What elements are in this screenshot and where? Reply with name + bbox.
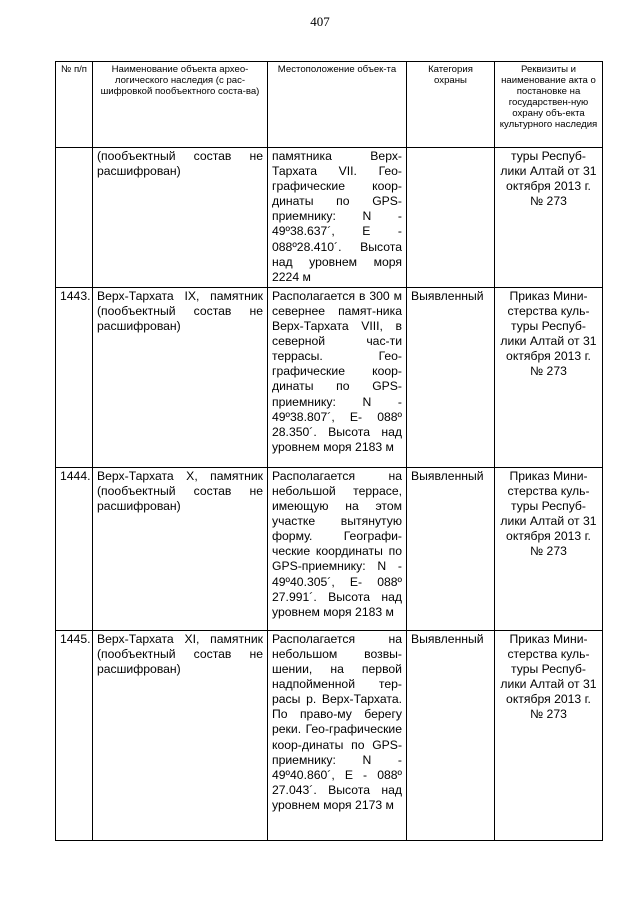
row-object-name: (пообъектный состав не расшифрован) (93, 148, 268, 288)
row-requisites: Приказ Мини-стерства куль-туры Респуб-лики Алтай от 31 октября 2013 г. № 273 (495, 467, 603, 630)
row-location: Располагается в 300 м севернее памят-ника Верх-Тархата VIII, в северной час-ти террасы. Гео-графические коор-динаты по GPS-приемнику: N - 49º38.807´, Е- 088º 28.350´. Высота над уровнем моря 2183 м (268, 287, 407, 467)
header-requisites: Реквизиты и наименование акта о постановке на государствен-ную охрану объ-екта культурного наследия (495, 62, 603, 148)
row-location: памятника Верх-Тархата VII. Гео-графические коор-динаты по GPS-приемнику: N - 49º38.637´, Е - 088º28.410´. Высота над уровнем моря 2224 м (268, 148, 407, 288)
row-requisites: Приказ Мини-стерства куль-туры Респуб-лики Алтай от 31 октября 2013 г. № 273 (495, 287, 603, 467)
row-requisites: туры Респуб-лики Алтай от 31 октября 2013 г. № 273 (495, 148, 603, 288)
heritage-registry-table (55, 61, 603, 841)
table-row (56, 287, 603, 467)
row-category: Выявленный (407, 630, 495, 840)
row-num (56, 148, 93, 288)
row-object-name: Верх-Тархата IX, памятник (пообъектный состав не расшифрован) (93, 287, 268, 467)
row-category: Выявленный (407, 287, 495, 467)
header-object-name: Наименование объекта архео-логического наследия (с рас-шифровкой пообъектного соста-ва) (93, 62, 268, 148)
table-row (56, 148, 603, 288)
row-category: Выявленный (407, 467, 495, 630)
page-number: 407 (310, 14, 330, 29)
table-row (56, 467, 603, 630)
row-object-name: Верх-Тархата XI, памятник (пообъектный состав не расшифрован) (93, 630, 268, 840)
row-location: Располагается на небольшом возвы-шении, на первой надпойменной тер-расы р. Верх-Тархата. По право-му берегу реки. Гео-графические коор-динаты по GPS-приемнику: N - 49º40.860´, Е - 088º 27.043´. Высота над уровнем моря 2173 м (268, 630, 407, 840)
header-num: № п/п (56, 62, 93, 148)
table-row (56, 630, 603, 840)
row-location: Располагается на небольшой террасе, имеющую на этом участке вытянутую форму. Географи-ческие координаты по GPS-приемнику: N - 49º40.305´, Е- 088º 27.991´. Высота над уровнем моря 2183 м (268, 467, 407, 630)
table-header-row (56, 62, 603, 148)
row-num: 1443. (56, 287, 93, 467)
row-category (407, 148, 495, 288)
header-protection-category: Категория охраны (407, 62, 495, 148)
row-object-name: Верх-Тархата X, памятник (пообъектный состав не расшифрован) (93, 467, 268, 630)
row-requisites: Приказ Мини-стерства куль-туры Респуб-лики Алтай от 31 октября 2013 г. № 273 (495, 630, 603, 840)
header-location: Местоположение объек-та (268, 62, 407, 148)
row-num: 1444. (56, 467, 93, 630)
row-num: 1445. (56, 630, 93, 840)
